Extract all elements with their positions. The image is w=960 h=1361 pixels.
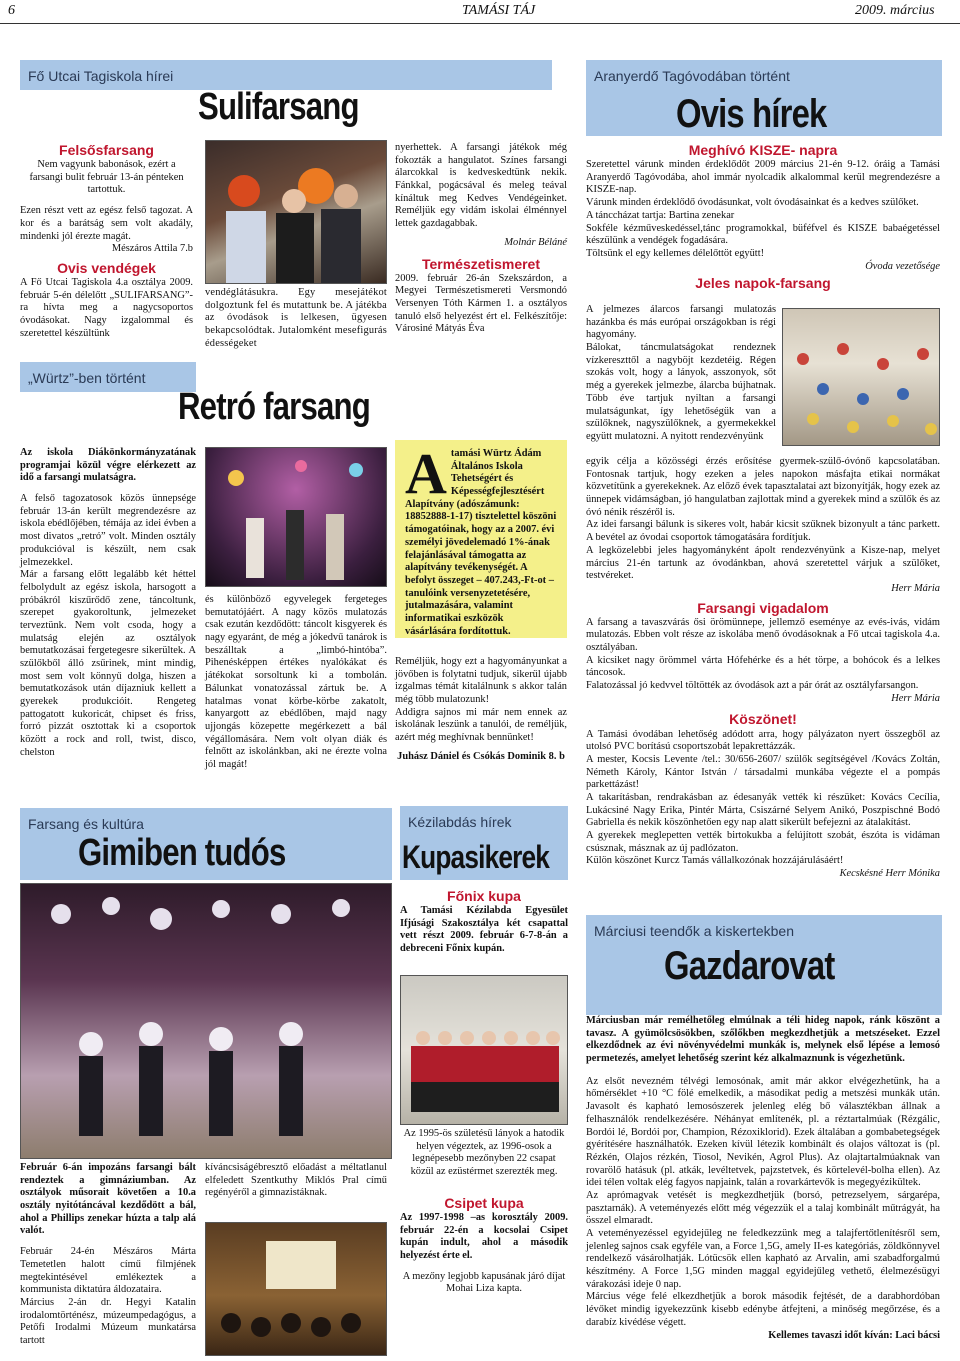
retro-farsang-text-mid: és különböző egyvelegek fergeteges bemutatójáért. A nagy közös mulatozás csak ezután kezdődött: táncolt kisgyerek és nagy egyaránt, de még a jókedvű tanárok is beszálltak a „limbó-hintóba”. Pihenésképpen értékes nyalókákat és játékokat sorsoltunk ki a tombolán. Bálunkat vonatozással zártuk be. A hatalmas vonat körbe-körbe zakatolt, kanyargott az ebédlőben, majd nagy ujjongás közepette megérkezett a bál végállomására. Nem volt olyan diák és felnőtt az iskolánkban, aki ne érezte volna jól magát! bbox=[205, 594, 387, 770]
gazdarovat-signature: Kellemes tavaszi időt kíván: Laci bácsi bbox=[768, 1329, 940, 1341]
sulifarsang-text-right-block bbox=[395, 142, 567, 336]
sulifarsang-text-right: nyerhettek. A farsangi játékok még fokozták a hangulatot. Színes farsangi álarcokkal is kedveskedtünk nekik. Fánkkal, pogácsával és meleg teával kínáltuk meg Kedves Vendégeinket. Reméljük egy vidám iskolai élménnyel lettek gazdagabbak. bbox=[395, 142, 567, 230]
gazdarovat-paragraph-2: Az aprómagvak vetését is megkezdhetjük (borsó, petrezselyem, sárgarépa, pasztarnák). A veteményezés előtt még végezzük el a talaj kombinált műtrágyát, ha összel elmaradt. bbox=[586, 1189, 940, 1227]
newspaper-name: TAMÁSI TÁJ bbox=[462, 3, 536, 18]
vigadalom-paragraph-3: Falatozással jó kedvvel töltötték az óvodások azt a pár órát az osztályfarsangon. bbox=[586, 680, 919, 692]
gazdarovat-paragraph-3: A veteményezéssel egyidejűleg ne feledkezzünk meg a talajfertőtlenítésről sem, jelenleg sajnos csak egyféle van, a Force 1,5G, amely II-es kategóriás, zöldkönnyvel rendelkező vásárolhatják. Lótücsök ellen kapható az Arvalin, ami szabadforgalmú készítmény. A Force 1,5G minden maggal egyidejűleg vethető, élelmezésügyi várakozási ideje 0 nap. bbox=[586, 1228, 940, 1290]
gazdarovat-article bbox=[586, 1015, 940, 1342]
koszonet-paragraph-1: A Tamási óvodában lehetőség adódott arra, hogy pályázaton nyert összegből az utolsó PVC borítású csoportszobát lepakrettázzák. bbox=[586, 728, 940, 753]
page-number: 6 bbox=[8, 3, 15, 18]
sulifarsang-text-left: vendéglátásukra. Egy mesejátékot dolgoztunk fel és mutattunk be. A játékba az óvodások is lelkesen, ügyesen bekapcsolódtak. Jutalomként mesefigurás édességeket bbox=[205, 287, 387, 349]
koszonet-paragraph-2: A mester, Kocsis Levente /tel.: 30/656-2607/ szülők segítségével /Kovács Zoltán, Németh Károly, Kántor István / társadalmi munkába végezte el a pompás parkettázást! bbox=[586, 753, 940, 791]
retro-farsang-title: Retró farsang bbox=[178, 386, 370, 428]
felsosfarsang-body: Ezen részt vett az egész felső tagozat. A kor és a barátság sem volt akadály, mindenki jól érezte magát. bbox=[20, 205, 193, 242]
csipet-kupa-text: Az 1997-1998 –as korosztály 2009. február 22-én a kocsolai Csipet kupán indult, ahol a második helyezést érte el. bbox=[400, 1211, 568, 1261]
felsosfarsang-article bbox=[20, 142, 193, 340]
gazdarovat-lead: Márciusban már remélhetőleg elmúlnak a téli hideg napok, ránk köszönt a tavasz. A gyümölcsösökben, szőlőkben megkezdhetjük a metszéseket. Ezzel elkezdődnek az évi növényvédelmi munkák is, melynek első lépése a lemosó permetezés, amelyet lehetőség szerint kéz alkalmaznunk is végezhetünk. bbox=[586, 1015, 940, 1065]
issue-date: 2009. március bbox=[855, 3, 935, 18]
wurtz-paragraph-1: A felső tagozatosok közös ünnepsége február 13-án került megrendezésre az iskola ebédlőjében, témája az idei évben a most divatos „retró” volt. Minden osztály produkcióval is készült, nem csak jelmezekkel. bbox=[20, 493, 196, 568]
jeles-author: Herr Mária bbox=[891, 582, 940, 594]
jeles-paragraph-4: Az idei farsangi bálunk is sikeres volt, habár kicsit szűknek bizonyult a tánc parkett. A bevétel az óvodai csoportok támogatására fordítjuk. bbox=[586, 519, 940, 544]
lecture-photo bbox=[205, 1222, 387, 1356]
koszonet-paragraph-4: A gyerekek meglepetten vették birtokukba a felújított szobát, észóta is vidáman csúsznak, másznak az új padlózaton. bbox=[586, 830, 940, 854]
fonix-article bbox=[400, 888, 568, 956]
jeles-paragraph-3: egyik célja a közösségi érzés erősítése gyermek-szülő-óvónő kapcsolatában. Fontosnak tartjuk, hogy ezeken a jeles napokon másfajta etikai normákat közvetítünk a gyerekeknek. Az előző évek tapasztalatai azt bizonyítják, hogy ezek az ünnepek vidámságban, jó hangulatban zajlottak mind a gyerekek mind a szülők és az óvó nénik részéről is. bbox=[586, 456, 940, 518]
kisze-paragraph-2: Várunk minden érdeklődő óvodásunkat, volt óvodásainkat és a kedves szülőket. bbox=[586, 197, 919, 209]
page-header bbox=[0, 0, 960, 24]
koszonet-author: Kecskésné Herr Mónika bbox=[839, 868, 940, 880]
alapitvany-box bbox=[395, 440, 567, 638]
section-band-tagiskola: Fő Utcai Tagiskola hírei bbox=[20, 60, 552, 90]
section-band-ovis: Aranyerdő Tagóvodában történt bbox=[586, 60, 942, 136]
kisze-article bbox=[586, 142, 940, 292]
gimi-paragraph-4: kíváncsiságébresztő előadást a méltatlanul elfeledett Szentkuthy Miklós Pral című regényéről a gimnazistáknak. bbox=[205, 1162, 387, 1199]
retro-farsang-right-2: Addigra sajnos mi már nem ennek az iskolának leszünk a tanulói, de reméljük, azért még meghívnak bennünket! bbox=[395, 706, 567, 744]
kisze-paragraph-3: A tánccházat tartja: Bartina zenekar bbox=[586, 209, 735, 221]
csipet-kupa-last: A mezőny legjobb kapusának járó díjat Mohai Liza kapta. bbox=[402, 1270, 566, 1295]
gimi-caption-bold: Február 6-án impozáns farsangi bált rendeztek a gimnáziumban. Az osztályok műsorait követően a 10.a osztály nyitótáncával kezdődött a bál, ahol a Phillips zenekar húzta a talp alá valót. bbox=[20, 1162, 196, 1237]
gimi-paragraph-2: Február 24-én Mészáros Márta Temetetlen halott című filmjének megtekintésével emlékeztek a kommunista diktatúra áldozataira. bbox=[20, 1246, 196, 1296]
kisze-author: Óvoda vezetősége bbox=[865, 260, 940, 272]
section-band-wurtz: „Würtz”-ben történt bbox=[20, 362, 196, 392]
vigadalom-paragraph-2: A kicsiket nagy örömmel várta Hófehérke és a hét törpe, a bohócok és a lelkes táncosok. bbox=[586, 654, 940, 679]
gimi-paragraph-3: Március 2-án dr. Hegyi Katalin irodalomtörténész, múzeumpedagógus, a Petőfi Irodalmi Múzeum munkatársa tartott bbox=[20, 1296, 196, 1346]
vigadalom-author: Herr Mária bbox=[891, 692, 940, 704]
ovis-hirek-title: Ovis hírek bbox=[676, 92, 827, 136]
wurtz-lead: Az iskola Diákönkormányzatának programjai közül végre elérkezett az idő a farsangi mulatságra. bbox=[20, 447, 196, 484]
gimi-ball-photo bbox=[20, 883, 392, 1159]
jeles-text-full bbox=[586, 456, 940, 881]
fonix-kupa-heading: Főnix kupa bbox=[447, 888, 521, 904]
csipet-kupa-heading: Csipet kupa bbox=[444, 1194, 524, 1211]
dropcap-letter: A bbox=[405, 441, 447, 506]
kupasikerek-title: Kupasikerek bbox=[402, 839, 550, 875]
kisze-paragraph-1: Szeretettel várunk minden érdeklődőt 2009 március 21-én 9-12. óráig a Tamási Aranyerdő Tagóvodába, ahol immár nyolcadik alkalommal kerül megrendezésre a KISZE-nap. bbox=[586, 159, 940, 196]
felsosfarsang-heading: Felsősfarsang bbox=[59, 142, 154, 158]
section-band-kezilabda: Kézilabdás hírek bbox=[400, 806, 568, 880]
koszonet-heading: Köszönet! bbox=[729, 711, 797, 728]
sulifarsang-author: Molnár Béláné bbox=[504, 236, 567, 248]
fonix-kupa-text: A Tamási Kézilabda Egyesület Ifjúsági Szakosztálya két csapattal vett részt 2009. február 6-7-8-án a debreceni Főnix kupán. bbox=[400, 905, 568, 955]
jeles-napok-heading: Jeles napok-farsang bbox=[695, 275, 831, 292]
ovis-farsang-photo bbox=[782, 308, 940, 446]
wurtz-paragraph-2: Már a farsang előtt legalább két héttel felbolydult az egész iskola, harsogott a próbákról kiszűrődő zene, táncoltunk, szerepet gyakoroltunk, jelmezeket terveztünk. Nem volt csoda, hogy a mulatság elején az osztályok bemutatkozásai fergetegesre sikerültek. A szülőkből álló zsűrinek, mint mindig, most sem volt könnyű dolga, hiszen a bemutatkozások után díjazniuk kellett a gyerekek produkcióit. Rengeteg pattogatott kukoricát, chipset és friss, forró pizzát osztottak ki a csoportok között a rock and roll, twist, disco, chelston bbox=[20, 569, 196, 758]
gazdarovat-paragraph-1: Az elsőt nevezném télvégi lemosónak, amit már akkor elvégezhetünk, ha a hőmérséklet +10 °C fölé emelkedik, a másodikat pedig a metszési munkák után. Javasolt és kapható lemosószerek jelenleg elég bő választékban állnak a felhasználók rendelkezésére. Néhányat említenék, pl. a réztartalmúak (Rézgálic, Bordói lé, Bordói por, Champion, Rézoxiklorid). Ezek általában a gombabetegségek gyérítésére használhatók. Ezeken kívül létezik kombinált és olajos változat is (pl. Rézkén, Olajos rézkén, Tiosol, Nevikén, Agrol Plus). Az olajtartalmúaknak van rovarölő hatásuk (pl. atkák, levéltetvek, pajzstetvek, és körtelevél-bolha ellen). Az idei télen voltak elég fagyos napjaink, talán a rovarkártevők is megegyézikültek. bbox=[586, 1075, 940, 1189]
handball-block-2 bbox=[400, 1128, 568, 1296]
gimi-article bbox=[20, 1162, 196, 1348]
retro-farsang-right-block bbox=[395, 656, 567, 764]
section-band-gimi: Farsang és kultúra bbox=[20, 808, 392, 880]
vigadalom-heading: Farsangi vigadalom bbox=[697, 599, 829, 616]
wurtz-article bbox=[20, 447, 196, 760]
retro-farsang-photo bbox=[205, 447, 387, 587]
handball-team-photo bbox=[400, 975, 568, 1125]
koszonet-paragraph-3: A takarításban, rendrakásban az édesanyák vették ki részüket: Kovács Cecília, Lukácsiné Nagy Erika, Pintér Márta, Csiszárné Selyem Anikó, Poszpischné Bodó Gabriella és nekik köszönhetően egy nap alatt sikerült befejezni az átalakítást. bbox=[586, 791, 940, 829]
kisze-heading: Meghívó KISZE- napra bbox=[688, 142, 838, 158]
ovis-vendegek-heading: Ovis vendégek bbox=[57, 259, 156, 276]
retro-farsang-right-1: Reméljük, hogy ezt a hagyományunkat a jövőben is folytatni tudjuk, sikerül újabb izgalmas témát kitalálnunk s akkor talán még több mulatozunk! bbox=[395, 656, 567, 706]
kisze-paragraph-5: Töltsünk el egy kellemes délelőttöt együtt! bbox=[586, 247, 765, 259]
termeszetismeret-heading: Természetismeret bbox=[421, 255, 541, 272]
section-band-gazdarovat: Márciusi teendők a kiskertekben bbox=[586, 915, 942, 1015]
vigadalom-paragraph-1: A farsang a tavaszvárás ősi örömünnepe, jellemző eseménye az evés-ivás, vidám mulatozás. Ebben volt része az iskolába menő óvodásoknak a Fő utcai tagiskola 4.a. osztályában. bbox=[586, 616, 940, 654]
ovis-vendegek-body: A Fő Utcai Tagiskola 4.a osztálya 2009. február 5-én délelőtt „SULIFARSANG”-ra hívta meg a nagycsoportos óvodásokat. Nagy izgalommal és szeretettel készültünk bbox=[20, 276, 193, 339]
gazdarovat-paragraph-4: Március vége felé elkezdhetjük a borok második fejtését, de a darabhordóban lévőket mindig igyekezzünk kisebb edénybe átfejteni, a minőség megőrzése, és a darabíz kivédése végett. bbox=[586, 1291, 940, 1328]
jeles-text-left bbox=[586, 304, 776, 444]
jeles-paragraph-5: A legközelebbi jeles hagyományként ápolt rendezvényünk a Kisze-nap, melyet március 21-én tartunk az óvodánkban, ahová szeretettel várjuk a szülőket, testvéreket. bbox=[586, 544, 940, 582]
sulifarsang-photo bbox=[205, 140, 387, 284]
gazdarovat-title: Gazdarovat bbox=[664, 944, 835, 988]
termeszetismeret-body: 2009. február 26-án Szekszárdon, a Megyei Természetismereti Versmondó Versenyen Tóth Kármen 1. a osztályos tanuló első helyezést ért el. Felkészítője: Városiné Mátyás Éva bbox=[395, 272, 567, 335]
kisze-paragraph-4: Sokféle kézműveskedéssel,tánc programokkal, büféfvel és KISZE babaégetéssel készülünk a vendégek fogadására. bbox=[586, 222, 940, 247]
handball-caption: Az 1995-ös születésű lányok a hatodik helyen végeztek, az 1996-osok a legnépesebb mezőnyben 22 csapat közül az ezüstérmet szerezték meg. bbox=[403, 1128, 565, 1178]
sulifarsang-title: Sulifarsang bbox=[198, 86, 359, 128]
gimiben-tudos-title: Gimiben tudós bbox=[78, 832, 286, 874]
felsosfarsang-author: Mészáros Attila 7.b bbox=[111, 243, 193, 255]
jeles-paragraph-2: Bálokat, táncmulatságokat rendeznek vízkereszttől a nagyböjt kezdetéig. Régen szokás volt, hogy a lányok, asszonyok, sőt még a gyerekek jelmezbe, álarcba bújhatnak. Több éve tartjuk nyiltan a farsangi mulatságunkat, így lehetőségük van a szülőknek, nagyszülőknek, a gyermekekkel együtt mulatozni. A nyitott rendezvényünk bbox=[586, 342, 776, 442]
retro-farsang-author: Juhász Dániel és Csókás Dominik 8. b bbox=[397, 750, 565, 762]
koszonet-paragraph-5: Külön köszönet Kurcz Tamás vállalkozónak hozzájárulásáért! bbox=[586, 855, 844, 867]
alapitvany-text: tamási Würtz Ádám Általános Iskola Tehetségért és Képességfejlesztésért Alapítvány (adószámunk: 18852888-1-17) tisztelettel köszöni támogatóinak, hogy az a 2007. évi személyi jövedelemadó 1%-ának felajánlásával támogatta az alapítvány tevékenységét. A befolyt összeget – 407.243,-Ft-ot – tanulóink versenyzetetésére, jutalmazására, valamint informatikai eszközök vásárlására fordítottuk. bbox=[405, 448, 557, 637]
felsosfarsang-lead: Nem vagyunk babonások, ezért a farsangi bulit február 13-án pénteken tartottuk. bbox=[29, 159, 184, 196]
jeles-paragraph-1: A jelmezes álarcos farsangi mulatozás hazánkba és más európai országokban is régi hagyomány. bbox=[586, 304, 776, 341]
